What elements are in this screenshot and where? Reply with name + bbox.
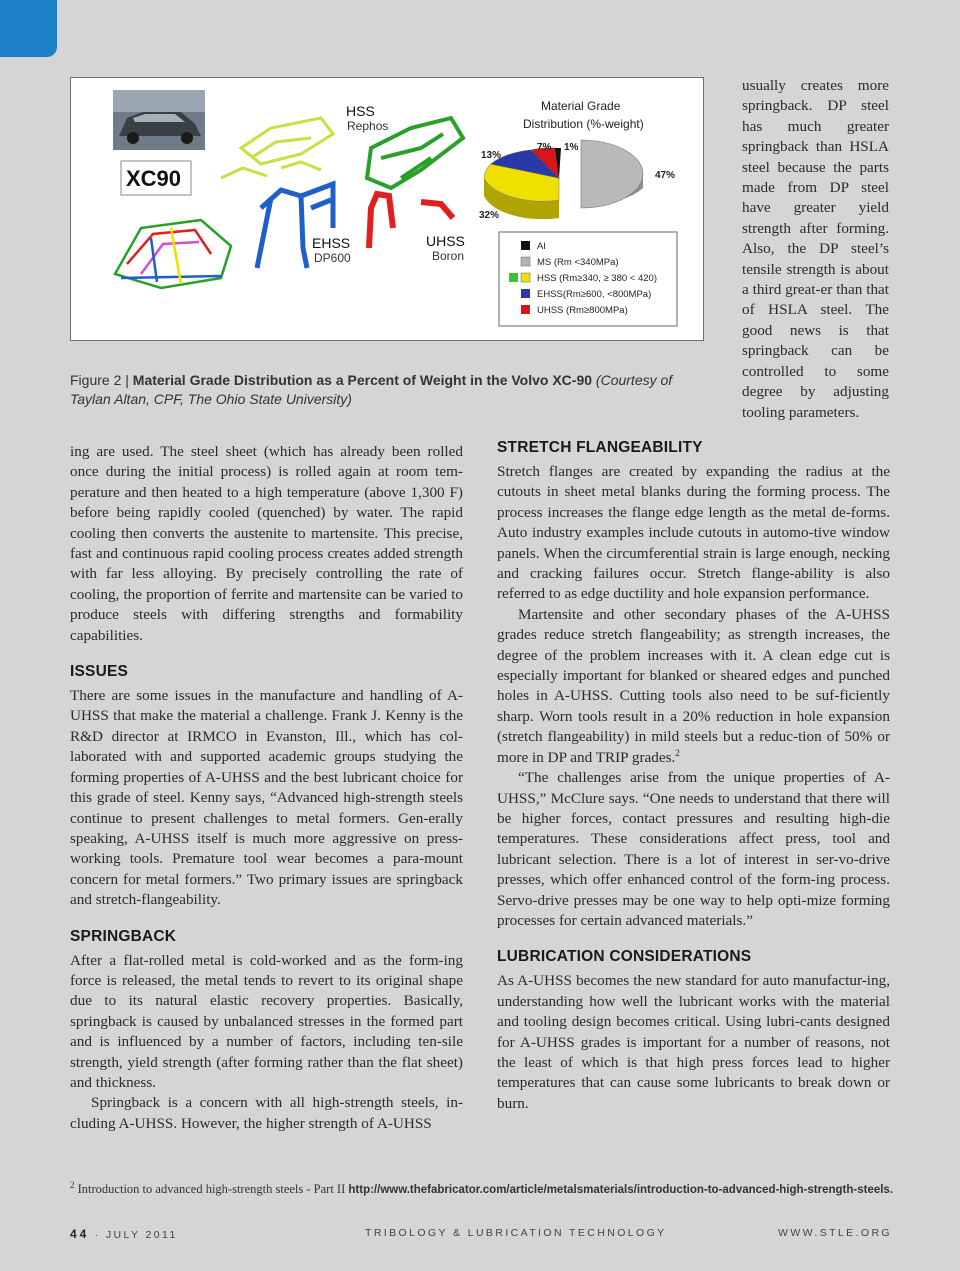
right-column — [497, 438, 890, 1114]
body-paragraph: Springback is a concern with all high-strength steels, in-cluding A-UHSS. However, the higher strength of A-UHSS — [70, 1094, 463, 1132]
ehss-sub-label: DP600 — [314, 251, 351, 265]
caption-credit: (Courtesy of Taylan Altan, CPF, The Ohio State University) — [70, 372, 673, 407]
footnote-ref: 2 — [675, 747, 680, 758]
figure-image — [70, 77, 704, 341]
body-paragraph — [497, 605, 890, 768]
legend-swatch-al — [521, 241, 530, 250]
issue-date: JULY 2011 — [105, 1229, 178, 1241]
page-number: 44 — [70, 1227, 90, 1241]
section-heading-issues: ISSUES — [70, 663, 129, 681]
folio-separator: · — [89, 1229, 106, 1241]
hss-label: HSS — [346, 103, 375, 119]
body-paragraph: ing are used. The steel sheet (which has already been rolled once during the initial process) is rolled again at room tem-perature and then heated to a high temperature (above 1,300 F) before being rapidly cooled (quenched) by water. The rapid cooling then converts the austenite to martensite. This precise, fast and continuous rapid cooling process creates added strength with far less alloying. By precisely controlling the rate of cooling, the proportion of ferrite and martensite can be varied to produce steels with differing strengths and formability capabilities. — [70, 443, 463, 644]
figure-svg — [71, 78, 704, 341]
uhss-label: UHSS — [426, 233, 465, 249]
pie-legend — [499, 232, 677, 326]
legend-label-uhss: UHSS (Rm≥800MPa) — [537, 305, 628, 316]
footnote-link[interactable]: http://www.thefabricator.com/article/metalsmaterials/introduction-to-advanced-high-strength-steels. — [348, 1184, 894, 1196]
car-photo — [113, 90, 205, 150]
pie-label-hss: 32% — [479, 210, 500, 221]
pie-label-ehss: 13% — [481, 150, 502, 161]
pie-title-line2: Distribution (%-weight) — [523, 117, 644, 131]
section-heading-lubrication: LUBRICATION CONSIDERATIONS — [497, 948, 752, 966]
footnote-text: Introduction to advanced high-strength steels - Part II — [74, 1182, 349, 1196]
body-paragraph: There are some issues in the manufacture and handling of A-UHSS that make the material a challenge. Frank J. Kenny is the R&D director at IRMCO in Evanston, Ill., which has col-laborated with and supported academic groups studying the forming properties of A-UHSS and the best lubricant choice for this grade of steel. Kenny says, “Advanced high-strength steels continue to present challenges to metal formers. Gen-erally speaking, A-UHSS itself is much more aggressive on press-working tools. Premature tool wear becomes a para-mount concern for metal formers.” Two primary issues are springback and stretch-flangeability. — [70, 687, 463, 909]
ehss-label: EHSS — [312, 235, 351, 251]
side-paragraph: usually creates more springback. DP steel has much greater springback than HSLA steel because the parts made from DP steel have greater yield strength after forming. Also, the DP steel’s tensile strength is about a third great-er than that of HSLA steel. The good news is that springback can be controlled to some degree by adjusting tooling parameters. — [742, 77, 889, 421]
legend-swatch-uhss — [521, 305, 530, 314]
caption-label: Figure 2 | — [70, 372, 133, 388]
website[interactable]: WWW.STLE.ORG — [778, 1227, 892, 1239]
model-label: XC90 — [126, 166, 182, 191]
pie-title-line1: Material Grade — [541, 99, 621, 113]
section-heading-springback: SPRINGBACK — [70, 927, 177, 945]
footnote-number: 2 — [70, 1179, 75, 1190]
footnote — [70, 1181, 910, 1198]
legend-swatch-hss — [521, 273, 530, 282]
pie-slice-ms — [581, 140, 643, 208]
legend-swatch-hss-green — [509, 273, 518, 282]
section-heading-stretch-flangeability: STRETCH FLANGEABILITY — [497, 439, 703, 456]
body-paragraph: Stretch flanges are created by expanding the radius at the cutouts in sheet metal blanks during the forming process. The process increases the flange edge length as the metal de-forms. Auto industry examples include cutouts in automo-tive window panels. When the circumferential strain is large enough, necking and cracking failures occur. Stretch flange-ability is also referred to as edge ductility and hole expansion performance. — [497, 463, 890, 603]
legend-label-hss: HSS (Rm≥340, ≥ 380 < 420) — [537, 273, 657, 284]
left-column — [70, 442, 463, 1134]
side-column — [742, 76, 889, 423]
body-paragraph-text: Martensite and other secondary phases of the A-UHSS grades reduce stretch flangeability; as strength increases, the degree of the problem increases with it. A clean edge cut is especially important for blanked or sheared edges and punched holes in A-UHSS. Cutting tools also need to be suf-ficiently sharp. Worn tools result in a 20% reduction in hole expansion (stretch flangeability) in mild steels but a reduc-tion of 50% or more in DP and TRIP grades. — [497, 605, 890, 766]
legend-swatch-ms — [521, 257, 530, 266]
pie-label-uhss: 7% — [537, 142, 552, 153]
figure-caption — [70, 371, 710, 409]
folio-left — [70, 1227, 178, 1241]
legend-label-ehss: EHSS(Rm≥600, <800MPa) — [537, 289, 652, 300]
hss-sub-label: Rephos — [347, 119, 389, 133]
body-paragraph: “The challenges arise from the unique properties of A-UHSS,” McClure says. “One needs to understand that there will be higher forces, contact pressures and resulting high-die temperatures. These considerations affect press, tool and lubricant selection. There is a lot of interest in ser-vo-drive presses, which offer enhanced control of the form-ing process. Servo-drive presses may be one way to help opti-mize forming processes for certain advanced materials.” — [497, 769, 890, 929]
corner-tab — [0, 0, 57, 57]
legend-label-ms: MS (Rm <340MPa) — [537, 257, 619, 268]
pie-label-ms: 47% — [655, 170, 676, 181]
legend-swatch-ehss — [521, 289, 530, 298]
body-paragraph: After a flat-rolled metal is cold-worked and as the form-ing force is released, the metal tends to revert to its original shape due to its natural elastic recovery properties. Basically, springback is caused by unbalanced stresses in the formed part and is influenced by a number of factors, including ten-sile strength, yield strength (after forming rather than the flat sheet) and thickness. — [70, 951, 463, 1091]
uhss-sub-label: Boron — [432, 249, 465, 263]
body-structure-diagram — [115, 220, 231, 288]
legend-label-al: Al — [537, 241, 546, 252]
body-paragraph: As A-UHSS becomes the new standard for auto manufactur-ing, understanding how well the lubricant works with the material and tooling design becomes critical. Using lubri-cants designed for A-UHSS grades is important for a number of reasons, not the least of which is that high press forces lead to higher temperatures that can cause some lubricants to break down or burn. — [497, 972, 890, 1112]
caption-title: Material Grade Distribution as a Percent of Weight in the Volvo XC-90 — [132, 372, 593, 388]
hss-parts-diagram — [221, 118, 333, 178]
journal-name: TRIBOLOGY & LUBRICATION TECHNOLOGY — [365, 1227, 667, 1239]
pie-label-al: 1% — [564, 142, 579, 153]
